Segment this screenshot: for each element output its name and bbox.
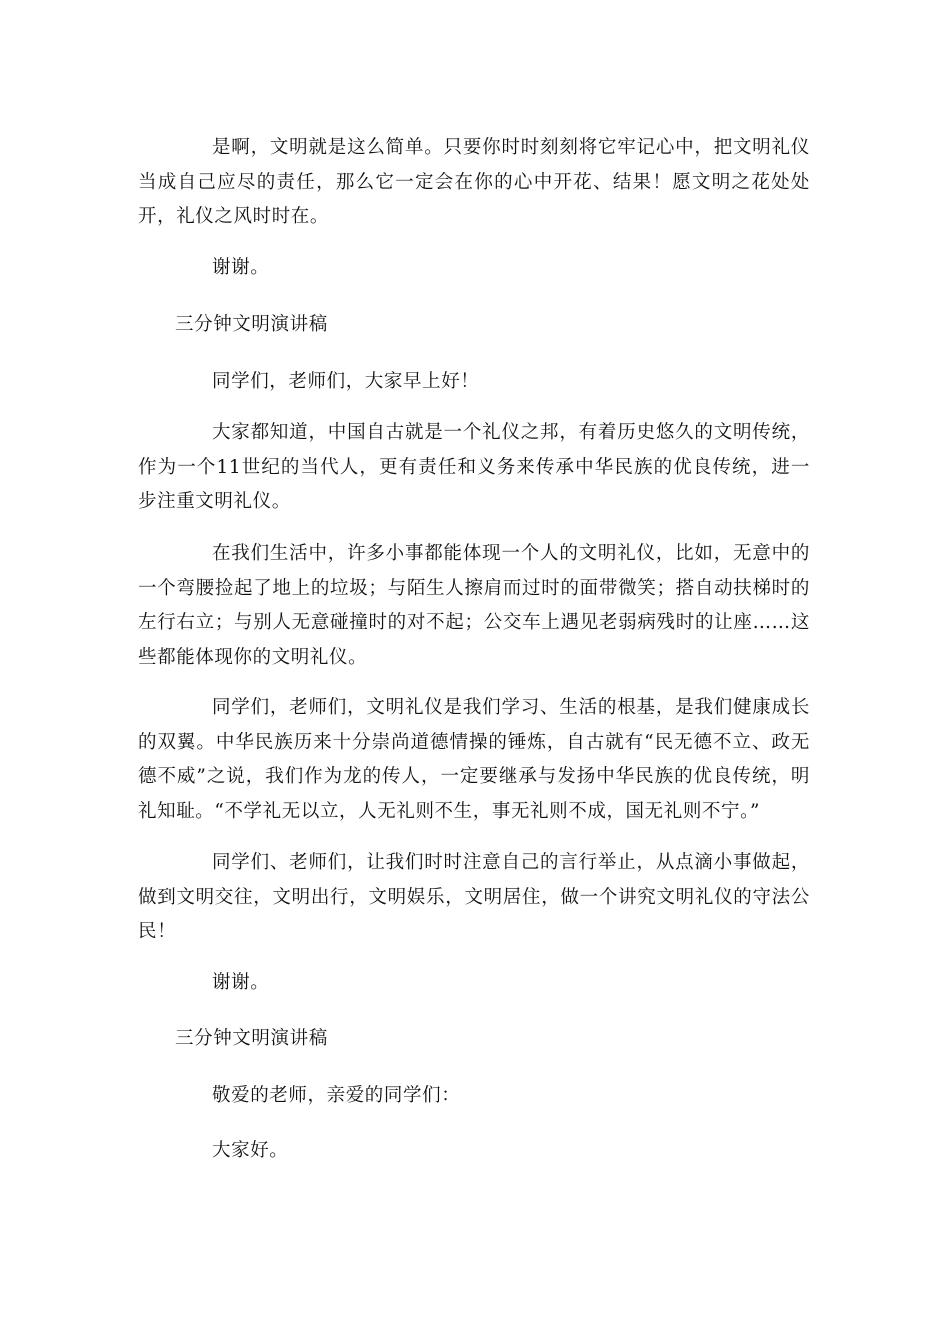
paragraph-call-to-action: 同学们、老师们，让我们时时注意自己的言行举止，从点滴小事做起，做到文明交往，文明出行，文明娱乐，文明居住，做一个讲究文明礼仪的守法公民！ — [138, 852, 810, 942]
paragraph-hello: 大家好。 — [212, 1140, 289, 1161]
section-heading: 三分钟文明演讲稿 — [175, 314, 328, 335]
paragraph-tradition: 大家都知道，中国自古就是一个礼仪之邦，有着历史悠久的文明传统，作为一个11世纪的当代人，更有责任和义务来传承中华民族的优良传统，进一步注重文明礼仪。 — [138, 422, 810, 512]
paragraph-greeting: 同学们，老师们，大家早上好！ — [212, 371, 480, 392]
paragraph-daily-life: 在我们生活中，许多小事都能体现一个人的文明礼仪，比如，无意中的一个弯腰捡起了地上的垃圾；与陌生人擦肩而过时的面带微笑；搭自动扶梯时的左行右立；与别人无意碰撞时的对不起；公交车上遇见老弱病残时的让座……这些都能体现你的文明礼仪。 — [138, 543, 810, 668]
paragraph-salutation: 敬爱的老师，亲爱的同学们： — [212, 1085, 461, 1106]
paragraph-thanks-2: 谢谢。 — [212, 972, 270, 993]
section-heading-2: 三分钟文明演讲稿 — [175, 1028, 328, 1049]
paragraph-closing-remarks: 是啊，文明就是这么简单。只要你时时刻刻将它牢记心中，把文明礼仪当成自己应尽的责任，那么它一定会在你的心中开花、结果！愿文明之花处处开，礼仪之风时时在。 — [138, 137, 810, 227]
paragraph-foundation: 同学们，老师们，文明礼仪是我们学习、生活的根基，是我们健康成长的双翼。中华民族历来十分崇尚道德情操的锤炼，自古就有“民无德不立、政无德不威”之说，我们作为龙的传人，一定要继承与发扬中华民族的优良传统，明礼知耻。“不学礼无以立，人无礼则不生，事无礼则不成，国无礼则不宁。” — [138, 697, 810, 822]
paragraph-thanks: 谢谢。 — [212, 257, 270, 278]
